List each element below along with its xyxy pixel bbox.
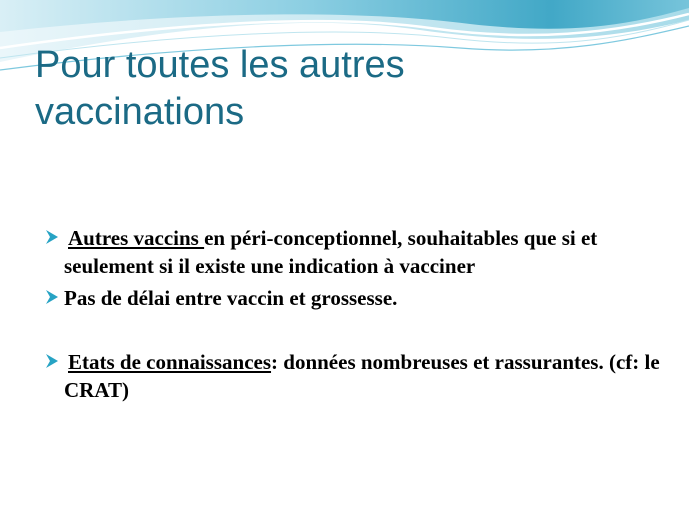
bullet-list bbox=[44, 224, 664, 404]
bullet-item-etats-connaissances bbox=[44, 348, 664, 404]
arrow-bullet-icon bbox=[44, 353, 60, 369]
bullet-item-delai bbox=[44, 284, 664, 312]
bullet-2-text: Pas de délai entre vaccin et grossesse. bbox=[64, 286, 398, 310]
bullet-item-autres-vaccins bbox=[44, 224, 664, 280]
bullet-3-underlined: Etats de connaissances bbox=[68, 350, 272, 374]
bullet-1-text: en péri-conceptionnel, souhaitables que si et seulement si il existe une indication à vacciner bbox=[64, 226, 598, 278]
arrow-bullet-icon bbox=[44, 229, 60, 245]
bullet-3-text: : données nombreuses et rassurantes. (cf: le CRAT) bbox=[64, 350, 660, 402]
slide-title bbox=[35, 42, 675, 136]
bullet-1-underlined: Autres vaccins bbox=[68, 226, 205, 250]
title-line-1: Pour toutes les autres bbox=[35, 44, 405, 86]
title-line-2: vaccinations bbox=[35, 91, 245, 133]
arrow-bullet-icon bbox=[44, 289, 60, 305]
